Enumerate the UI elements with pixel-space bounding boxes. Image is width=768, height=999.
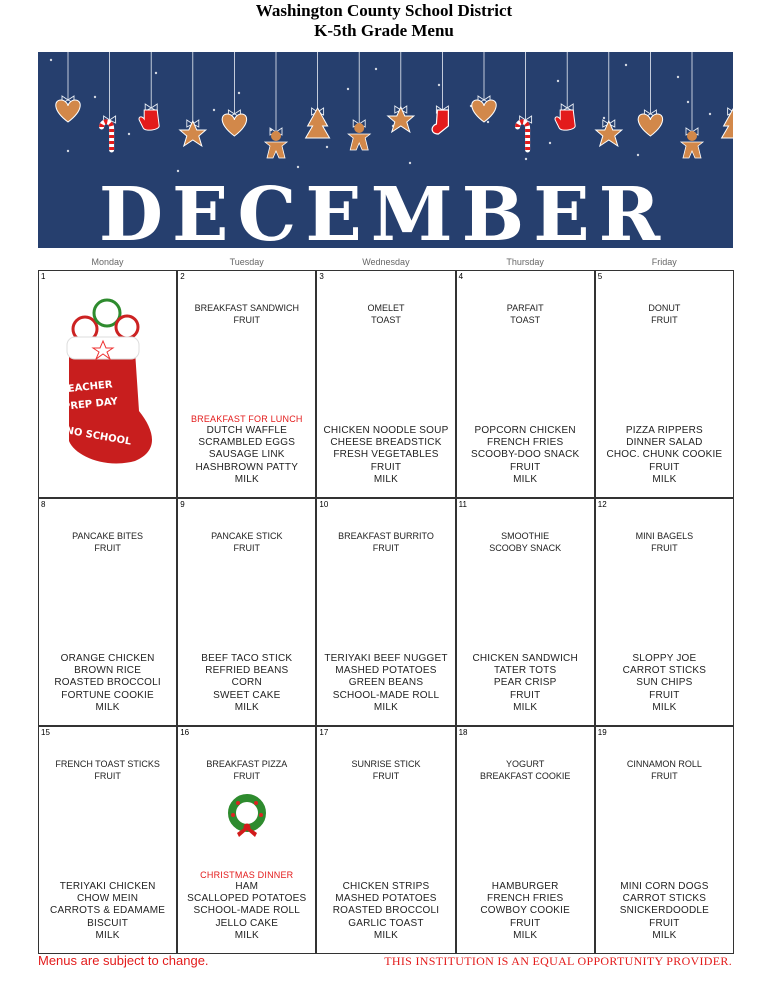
lunch-theme-label: CHRISTMAS DINNER [200,869,294,880]
breakfast-item: DONUT [648,303,681,313]
lunch-item: FRUIT [509,461,541,473]
breakfast-items [596,302,733,326]
lunch-item: SUN CHIPS [636,677,693,689]
lunch-items [457,425,594,486]
lunch-theme-label: BREAKFAST FOR LUNCH [190,413,303,424]
lunch-item: SWEET CAKE [213,689,281,701]
day-cell [316,270,455,498]
day-cell [177,270,316,498]
day-header-monday: Monday [91,257,124,267]
candy-cane-icon [102,116,116,150]
lunch-item: CHICKEN STRIPS [342,881,430,892]
day-header-wednesday: Wednesday [362,257,410,267]
lunch-item: ROASTED BROCCOLI [332,905,440,917]
breakfast-items [457,302,594,326]
breakfast-items [178,302,315,326]
lunch-item: COWBOY COOKIE [480,905,571,917]
mitten-icon [555,104,575,130]
day-cell [316,726,455,954]
menu-subtitle: K-5th Grade Menu [314,21,454,40]
star-cookie-icon [596,120,622,146]
breakfast-items [317,758,454,782]
lunch-item: HAMBURGER [491,881,559,892]
breakfast-item: FRUIT [94,543,121,553]
lunch-item: MILK [234,701,259,713]
day-cell [456,498,595,726]
lunch-item: FRENCH FRIES [487,437,564,449]
lunch-items [39,881,176,942]
lunch-item: MASHED POTATOES [335,665,437,677]
lunch-item: FORTUNE COOKIE [61,689,154,701]
day-number: 15 [41,728,50,737]
lunch-items [317,425,454,486]
day-cell [456,726,595,954]
day-number: 10 [319,500,329,509]
lunch-item: MILK [373,701,399,713]
lunch-item: POPCORN CHICKEN [474,425,576,436]
lunch-item: CHICKEN NOODLE SOUP [323,425,449,436]
lunch-items [39,653,176,714]
breakfast-item: SCOOBY SNACK [489,543,562,553]
breakfast-item: YOGURT [506,759,545,769]
lunch-item: CORN [231,677,262,689]
day-number: 19 [597,728,607,737]
lunch-item: PEAR CRISP [493,677,557,689]
lunch-items [596,425,733,486]
lunch-item: MILK [95,929,120,941]
lunch-item: JELLO CAKE [215,917,279,929]
lunch-item: BEEF TACO STICK [201,653,293,664]
lunch-item: DUTCH WAFFLE [206,425,287,436]
lunch-item: SCALLOPED POTATOES [187,893,307,905]
lunch-item: SLOPPY JOE [632,653,697,664]
breakfast-item: BREAKFAST COOKIE [480,771,571,781]
breakfast-items [178,758,315,782]
lunch-item: MILK [652,929,677,941]
lunch-item: MILK [513,701,538,713]
district-title: Washington County School District [255,1,513,20]
lunch-item: FRUIT [370,461,402,473]
breakfast-item: FRUIT [651,315,678,325]
lunch-item: MILK [234,929,259,941]
lunch-item: DINNER SALAD [626,437,703,449]
lunch-item: ORANGE CHICKEN [60,653,155,664]
lunch-item: CARROT STICKS [622,893,707,905]
lunch-item: SAUSAGE LINK [208,449,285,461]
lunch-item: SCOOBY-DOO SNACK [470,449,580,461]
lunch-items [317,653,454,714]
lunch-item: BISCUIT [87,917,129,929]
star-cookie-icon [388,106,414,132]
day-cell [595,726,734,954]
lunch-item: FRUIT [649,917,680,929]
tree-cookie-icon [722,108,733,138]
breakfast-items [596,758,733,782]
day-cell [177,498,316,726]
breakfast-item: BREAKFAST SANDWICH [194,303,299,313]
lunch-item: MILK [652,701,677,713]
day-cell [38,498,177,726]
no-school-label: TEACHER [60,379,114,396]
breakfast-items [39,530,176,554]
lunch-item: TERIYAKI BEEF NUGGET [324,653,448,664]
lunch-item: FRESH VEGETABLES [333,449,439,461]
lunch-item: ROASTED BROCCOLI [54,677,161,689]
day-cell [456,270,595,498]
day-number: 9 [180,500,185,509]
lunch-item: TATER TOTS [493,665,557,677]
lunch-item: MILK [513,473,538,485]
lunch-item: GREEN BEANS [348,677,424,689]
menu-calendar-grid [38,270,733,954]
no-school-label: PREP DAY [62,396,119,413]
day-cell [38,270,177,498]
lunch-item: CHICKEN SANDWICH [472,653,578,664]
day-cell [595,498,734,726]
lunch-item: CHOW MEIN [76,893,139,905]
lunch-item: SNICKERDOODLE [619,905,710,917]
stocking-cookie-icon [432,106,448,134]
lunch-item: MILK [652,473,677,485]
lunch-items [596,881,733,942]
breakfast-item: FRUIT [651,771,678,781]
star-cookie-icon [180,120,206,146]
gingerbread-heart-icon [472,96,496,122]
lunch-item: CARROTS & EDAMAME [50,905,166,917]
day-cell [38,726,177,954]
lunch-item: FRUIT [509,917,541,929]
day-cell [595,270,734,498]
lunch-item: FRUIT [649,689,680,701]
breakfast-item: SMOOTHIE [501,531,550,541]
gingerbread-heart-icon [638,110,662,136]
breakfast-item: TOAST [371,315,401,325]
lunch-item: REFRIED BEANS [205,665,289,677]
breakfast-item: OMELET [367,303,405,313]
gingerbread-heart-icon [222,110,246,136]
day-number: 16 [180,728,190,737]
breakfast-item: FRUIT [233,543,261,553]
lunch-item: FRENCH FRIES [487,893,564,905]
lunch-item: FRUIT [649,461,680,473]
breakfast-item: CINNAMON ROLL [626,759,702,769]
day-number: 18 [458,728,468,737]
breakfast-item: FRUIT [651,543,678,553]
breakfast-item: PARFAIT [506,303,544,313]
lunch-items [178,653,315,714]
day-number: 4 [458,272,464,281]
lunch-item: MILK [373,473,399,485]
lunch-item: GARLIC TOAST [348,917,424,929]
day-number: 17 [319,728,329,737]
breakfast-item: PANCAKE BITES [72,531,144,541]
equal-opportunity-notice: THIS INSTITUTION IS AN EQUAL OPPORTUNITY PROVIDER. [384,954,732,968]
breakfast-item: FRUIT [233,771,261,781]
lunch-item: SCRAMBLED EGGS [198,437,296,449]
lunch-items [457,881,594,942]
lunch-item: HAM [235,881,259,892]
day-header-tuesday: Tuesday [229,257,264,267]
mitten-icon [139,104,159,130]
breakfast-items [39,758,176,782]
breakfast-item: MINI BAGELS [635,531,694,541]
lunch-item: CHOC. CHUNK COOKIE [606,449,723,461]
breakfast-item: BREAKFAST PIZZA [206,759,288,769]
gingerbread-man-icon [348,120,370,150]
lunch-item: BROWN RICE [74,665,142,677]
breakfast-item: FRUIT [94,771,121,781]
lunch-item: CARROT STICKS [622,665,707,677]
lunch-item: MASHED POTATOES [335,893,437,905]
menu-change-notice: Menus are subject to change. [38,953,209,968]
day-number: 11 [458,500,467,509]
breakfast-item: FRENCH TOAST STICKS [55,759,160,769]
gingerbread-heart-icon [56,96,80,122]
gingerbread-man-icon [681,128,703,158]
lunch-items [457,653,594,714]
breakfast-items [457,758,594,782]
lunch-items [178,869,315,942]
breakfast-item: TOAST [510,315,541,325]
lunch-item: MILK [513,929,538,941]
day-cell [316,498,455,726]
lunch-item: PIZZA RIPPERS [625,425,703,436]
breakfast-item: FRUIT [233,315,261,325]
lunch-item: FRUIT [509,689,541,701]
lunch-item: CHEESE BREADSTICK [330,437,442,449]
lunch-item: SCHOOL-MADE ROLL [193,905,301,917]
lunch-items [317,881,454,942]
day-number: 12 [597,500,607,509]
tree-cookie-icon [306,108,330,138]
lunch-item: MINI CORN DOGS [620,881,709,892]
breakfast-item: FRUIT [372,771,400,781]
month-title: DECEMBER [98,172,670,258]
breakfast-items [596,530,733,554]
breakfast-item: PANCAKE STICK [211,531,283,541]
lunch-item: TERIYAKI CHICKEN [59,881,156,892]
gingerbread-man-icon [265,128,287,158]
breakfast-item: FRUIT [372,543,400,553]
lunch-item: HASHBROWN PATTY [195,461,299,473]
lunch-item: MILK [95,701,120,713]
breakfast-items [317,302,454,326]
christmas-wreath-icon [224,793,270,839]
day-number: 3 [319,272,324,281]
day-number: 8 [41,500,46,509]
day-number: 1 [41,272,46,281]
day-header-friday: Friday [651,257,677,267]
lunch-items [596,653,733,714]
no-school-label: NO SCHOOL [64,425,133,448]
breakfast-item: SUNRISE STICK [351,759,421,769]
breakfast-items [457,530,594,554]
lunch-item: MILK [234,473,259,485]
lunch-item: SCHOOL-MADE ROLL [332,689,440,701]
breakfast-item: BREAKFAST BURRITO [338,531,434,541]
day-number: 2 [180,272,185,281]
day-number: 5 [597,272,603,281]
day-header-thursday: Thursday [506,257,544,267]
lunch-item: MILK [373,929,399,941]
day-cell [177,726,316,954]
lunch-items [178,413,315,486]
candy-cane-icon [518,116,532,150]
breakfast-items [178,530,315,554]
breakfast-items [317,530,454,554]
